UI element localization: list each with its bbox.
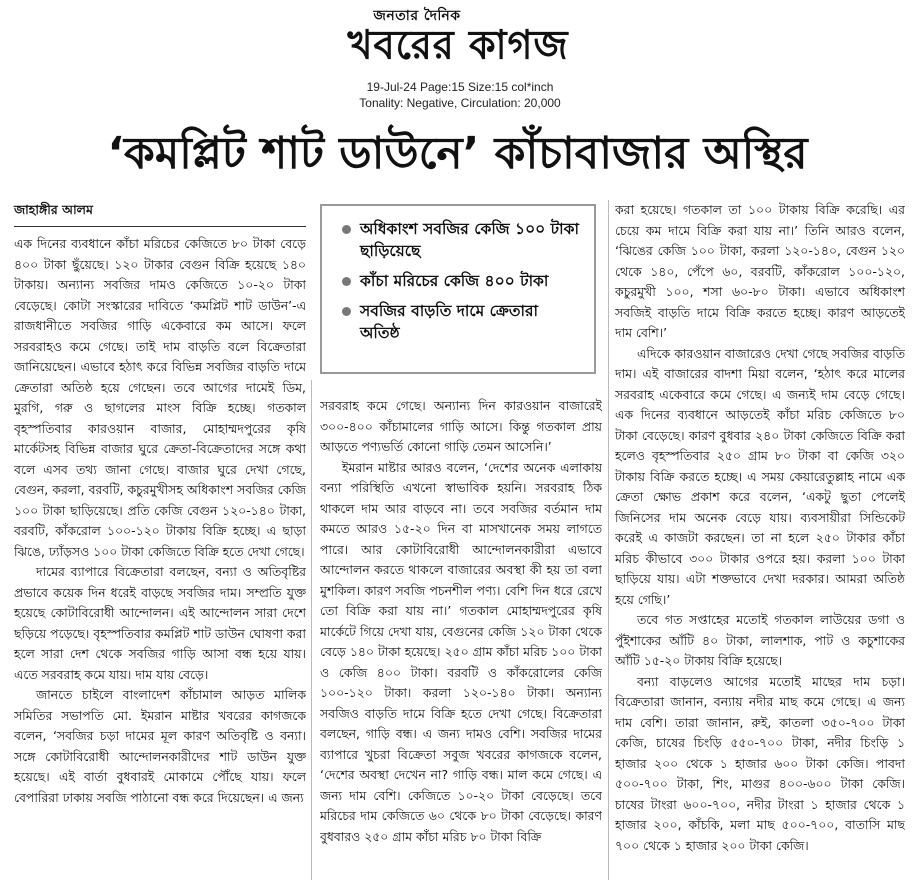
article-headline: ‘কমপ্লিট শাট ডাউনে’ কাঁচাবাজার অস্থির bbox=[107, 128, 808, 179]
paragraph: জানতে চাইলে বাংলাদেশ কাঁচামাল আড়ত মালিক সমিতির সভাপতি মো. ইমরান মাষ্টার খবরের কাগজকে বলেন, ‘সবজির চড়া দামের মূল কারণ অতিবৃষ্টি ও বন্যা। সঙ্গে কোটাবিরোধী আন্দোলনকারীদের শাট ডাউন যুক্ত হয়েছে। এই বার্তা বুধবারই মোকামে পৌঁছে যায়। ফলে বেপারিরা ঢাকায় সবজি পাঠানো বন্ধ করে দিয়েছেন। এ জন্য bbox=[14, 687, 306, 805]
bullet-icon bbox=[342, 225, 351, 234]
paragraph: সরবরাহ কমে গেছে। অন্যান্য দিন কারওয়ান বাজারেই ৩০০-৪০০ কাঁচামালের গাড়ি আসে। কিন্তু গতকাল প্রায় আড়তে পণ্যভর্তি কোনো গাড়ি তেমন আসেনি।’ bbox=[320, 398, 602, 454]
paragraph: বন্যা বাড়লেও আগের মতোই মাছের দাম চড়া। বিক্রেতারা জানান, বন্যায় নদীর মাছ কমে গেছে। এ জন্য দাম বেশি। তারা জানান, রুই, কাতলা ৩৫০-৭০০ টাকা কেজি, চাষের চিংড়ি ৫৫০-৭০০ টাকা, নদীর চিংড়ি ১ হাজার ২০০ থেকে ১ হাজার ৬০০ টাকা কেজি। পাবদা ৫০০-৭০০ টাকা, শিং, মাগুর ৪০০-৬০০ টাকা কেজি। চাষের টাংরা ৬০০-৭০০, নদীর টাংরা ১ হাজার থেকে ১ হাজার ২০০, কাঁচকি, মলা মাছ ৫০০-৭০০, বাতাসি মাছ ৭০০ থেকে ১ হাজার ২০০ টাকা কেজি। bbox=[615, 673, 905, 853]
highlight-item bbox=[338, 270, 582, 292]
article-byline: জাহাঙ্গীর আলম bbox=[14, 202, 93, 217]
paragraph: দামের ব্যাপারে বিক্রেতারা বলছেন, বন্যা ও অতিবৃষ্টির প্রভাবে কয়েক দিন ধরেই বাড়ছে সবজির দাম। সম্প্রতি যুক্ত হয়েছে কোটাবিরোধী আন্দোলন। এই আন্দোলন সারা দেশে ছড়িয়ে পড়েছে। বৃহস্পতিবার কমপ্লিট শাট ডাউন ঘোষণা করা হলে সারা দেশ থেকে সবজির গাড়ি আসা বন্ধ হয়ে যায়। এতে সরবরাহ কমে যায়। দাম যায় বেড়ে। bbox=[14, 564, 306, 682]
byline-rule bbox=[14, 226, 306, 227]
bullet-icon bbox=[342, 307, 351, 316]
paragraph: এদিকে কারওয়ান বাজারেও দেখা গেছে সবজির বাড়তি দাম। এই বাজারের বাদশা মিয়া বলেন, ‘হঠাৎ করে মালের সরবরাহ একেবারে কমে গেছে। এ জন্যই দাম বেড়ে গেছে। এক দিনের ব্যবধানে আড়তেই কাঁচা মরিচ কেজিতে ৮০ টাকা বেড়েছে। কারণ বুধবার ২৪০ টাকা কেজিতে বিক্রি করা হলেও বৃহস্পতিবার ২৫০ গ্রাম ৮০ টাকা বা কেজি ৩২০ টাকায় বিক্রি করতে হচ্ছে। এ সময় কেয়ারেতুল্লাহ নামে এক ক্রেতা ক্ষোভ প্রকাশ করে বলেন, ‘একটু ছুতা পেলেই জিনিসের দাম অনেক বেড়ে যায়। ব্যবসায়ীরা সিন্ডিকেট করেই এ কাজটা করছেন। তা না হলে ২৫০ টাকার কাঁচা মরিচ কীভাবে ৩০০ টাকার ওপরে হয়। করলা ১০০ টাকা ছাড়িয়ে যায়। এটা শক্তভাবে দেখা দরকার। আমরা অতিষ্ঠ হয়ে গেছি।’ bbox=[615, 345, 905, 607]
article-column-1 bbox=[14, 234, 306, 884]
newspaper-name: খবরের কাগজ bbox=[347, 21, 569, 69]
bullet-icon bbox=[342, 277, 351, 286]
column-divider bbox=[311, 380, 312, 880]
highlight-text: অধিকাংশ সবজির কেজি ১০০ টাকা ছাড়িয়েছে bbox=[360, 220, 579, 260]
column-divider bbox=[608, 200, 609, 880]
paragraph: এক দিনের ব্যবধানে কাঁচা মরিচের কেজিতে ৮০ টাকা বেড়ে ৪০০ টাকা ছুঁয়েছে। ১২০ টাকার বেগুন বিক্রি হয়েছে ১৪০ টাকায়। অন্যান্য সবজির দামও কেজিতে ১০-২০ টাকা বেড়েছে। কোটা সংস্কারের দাবিতে ‘কমপ্লিট শাট ডাউন’-এ রাজধানীতে সবজির গাড়ি একেবারে কম আসে। ফলে সরবরাহও কমে গেছে। তাই দাম বাড়তি বলে বিক্রেতারা জানিয়েছেন। এভাবে হঠাৎ করে বিভিন্ন সবজির বাড়তি দামে ক্রেতারা অতিষ্ঠ হয়ে গেছেন। তবে আগের দামেই ডিম, মুরগি, গরু ও ছাগলের মাংস বিক্রি হচ্ছে। গতকাল বৃহস্পতিবার কারওয়ান বাজার, মোহাম্মদপুরের কৃষি মার্কেটসহ বিভিন্ন বাজার ঘুরে ক্রেতা-বিক্রেতাদের সঙ্গে কথা বলে এসব তথ্য জানা গেছে। বাজার ঘুরে দেখা গেছে, বেগুন, করলা, বরবটি, কচুরমুখীসহ অধিকাংশ সবজির কেজি ১০০ টাকা ছাড়িয়েছে। প্রতি কেজি বেগুন ১২০-১৪০ টাকা, বরবটি, কাঁকরোল ১০০-১২০ টাকায় বিক্রি হচ্ছে। এ ছাড়া ঝিঙে, ঢ্যাঁড়সও ১০০ টাকা কেজিতে বিক্রি হতে দেখা গেছে। bbox=[14, 236, 306, 559]
article-column-3 bbox=[615, 200, 905, 884]
highlight-item bbox=[338, 300, 582, 344]
highlights-box bbox=[320, 204, 596, 374]
clip-meta-date-page-size: 19-Jul-24 Page:15 Size:15 col*inch bbox=[366, 80, 554, 94]
paragraph: করা হয়েছে। গতকাল তা ১০০ টাকায় বিক্রি করেছি। এর চেয়ে কম দামে বিক্রি করা যায় না।’ তিনি আরও বলেন, ‘ঝিঙের কেজি ১০০ টাকা, করলা ১২০-১৪০, বেগুন ১২০ থেকে ১৪০, পেঁপে ৬০, বরবটি, কাঁকরোল ১০০-১২০, কচুরমুখী ১০০, শসা ৬০-৮০ টাকা। এভাবে অধিকাংশ সবজিই বাড়তি দামে বিক্রি করতে হচ্ছে। কারণ আড়তেই দাম বেশি।’ bbox=[615, 202, 905, 340]
masthead-tagline: জনতার দৈনিক bbox=[373, 8, 461, 24]
article-column-2 bbox=[320, 396, 602, 884]
paragraph: তবে গত সপ্তাহের মতোই গতকাল লাউয়ের ডগা ও পুঁইশাকের আঁটি ৪০ টাকা, লালশাক, পাট ও কচুশাকের আঁটি ১৫-২০ টাকায় বিক্রি হয়েছে। bbox=[615, 612, 905, 668]
highlight-text: সবজির বাড়তি দামে ক্রেতারা অতিষ্ঠ bbox=[360, 302, 539, 342]
clip-meta-tonality-circulation: Tonality: Negative, Circulation: 20,000 bbox=[359, 96, 561, 110]
paragraph: ইমরান মাষ্টার আরও বলেন, ‘দেশের অনেক এলাকায় বন্যা পরিস্থিতি এখনো স্বাভাবিক হয়নি। সরবরাহ ঠিক থাকলে দাম আর বাড়বে না। তবে সবজির বর্তমান দাম কমতে আরও ১৫-২০ দিন বা মাসখানেক সময় লাগতে পারে। আর কোটাবিরোধী আন্দোলনকারীরা এভাবে আন্দোলন করতে থাকলে বাজারের অবস্থা কী হয় তা বলা মুশকিল। কারণ সবজি পচনশীল পণ্য। বেশি দিন ধরে রেখে তো বিক্রি করা যায় না।’ গতকাল মোহাম্মদপুরের কৃষি মার্কেটে গিয়ে দেখা যায়, বেগুনের কেজি ১২০ টাকা থেকে বেড়ে ১৪০ টাকা হয়েছে। ২৫০ গ্রাম কাঁচা মরিচ ১০০ টাকা ও কেজি ৪০০ টাকা। বরবটি ও কাঁকরোলের কেজি ১০০-১২০ টাকা। করলা ১২০-১৪০ টাকা। অন্যান্য সবজিও বাড়তি দামে বিক্রি হতে দেখা গেছে। বিক্রেতারা বলছেন, গাড়ি বন্ধ। এ জন্য দামও বেশি। সবজির দামের ব্যাপারে খুচরা বিক্রেতা সবুজ খবরের কাগজকে বলেন, ‘দেশের অবস্থা দেখেন না? গাড়ি বন্ধ। মাল কমে গেছে। এ জন্য দাম বেশি। কেজিতে ১০-২০ টাকা বেড়েছে। তবে মরিচের দাম কেজিতে ৬০ থেকে ৮০ টাকা বেড়েছে। কারণ বুধবারও ২৫০ গ্রাম কাঁচা মরিচ ৮০ টাকা বিক্রি bbox=[320, 459, 602, 844]
highlight-item bbox=[338, 218, 582, 262]
highlight-text: কাঁচা মরিচের কেজি ৪০০ টাকা bbox=[360, 272, 549, 290]
